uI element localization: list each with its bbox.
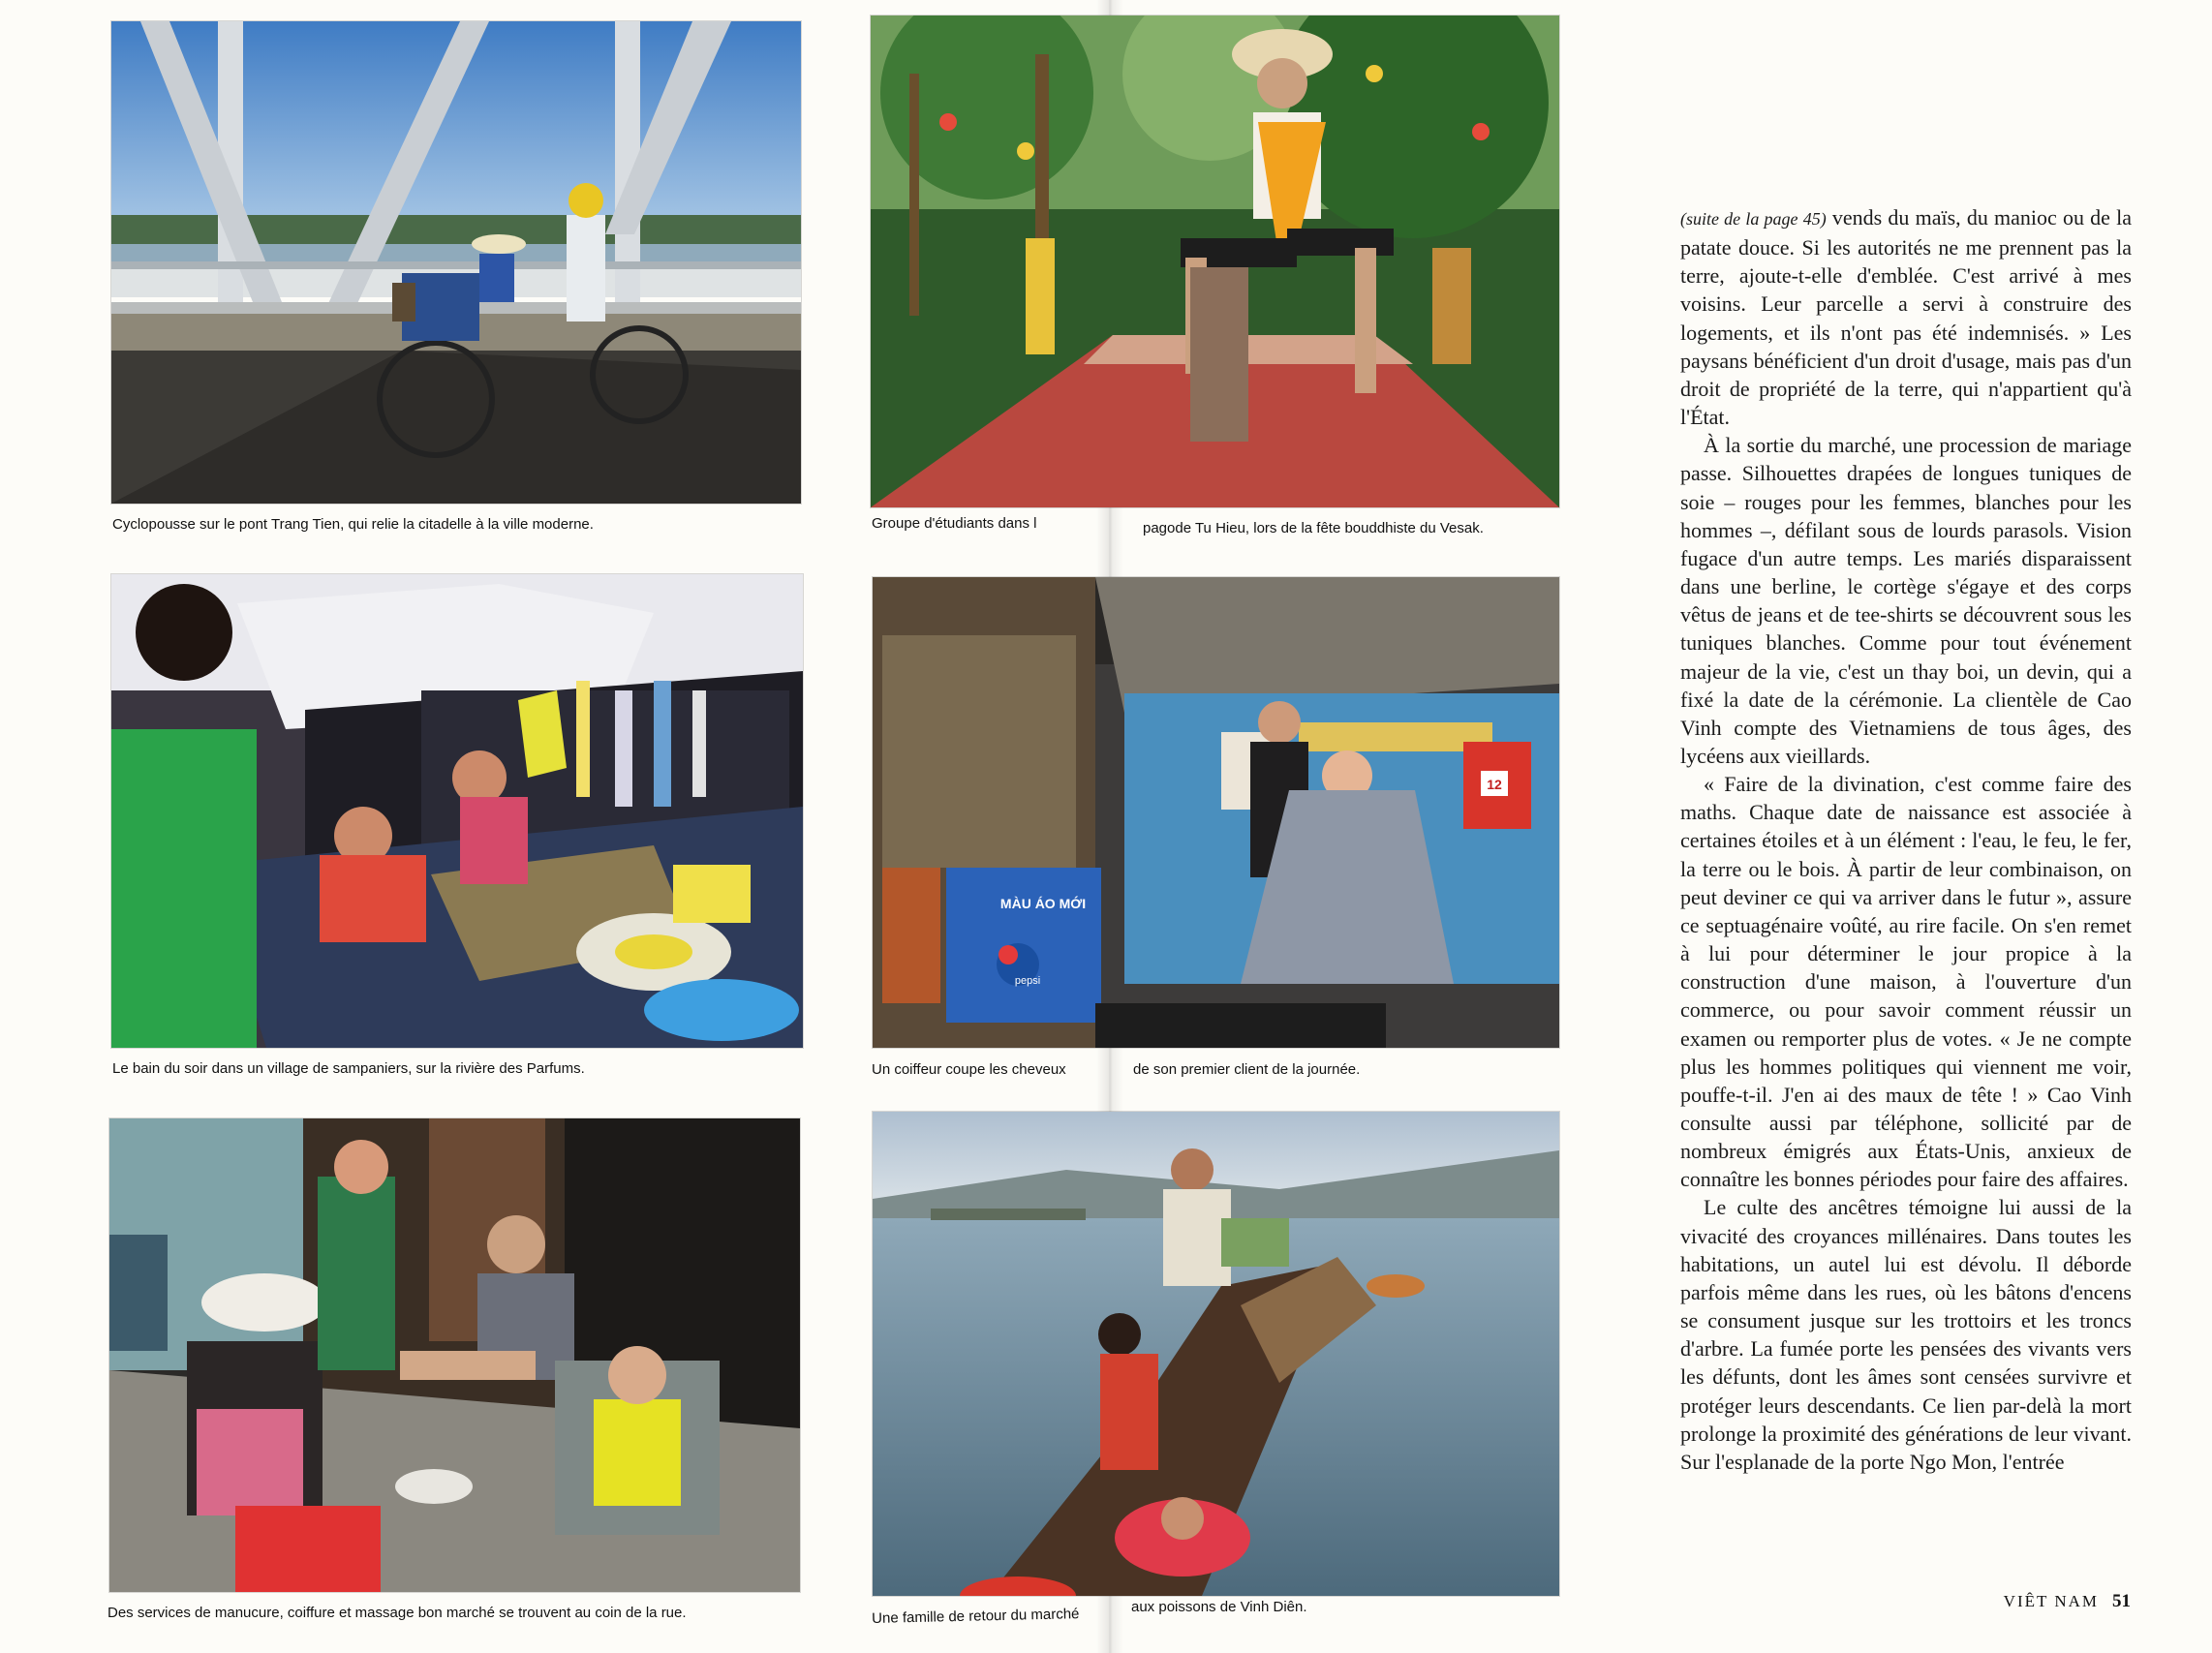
article-paragraph: À la sortie du marché, une procession de mariage passe. Silhouettes drapées de longues tuniques de soie – rouges pour les femmes, blanches pour les hommes –, défilant sous de lourds parasols. Vision fugace d'un autre temps. Les mariés disparaissent dans une berline, le cortège s'égaye et des corps vêtus de jeans et de tee-shirts se découvrent sous les tuniques blanches. Comme pour tout événement majeur de la vie, c'est un thay boi, un devin, qui a fixé la date de la cérémonie. La clientèle de Cao Vinh compte des Vietnamiens de tous âges, des lycéens aux vieillards. (1680, 433, 2132, 768)
caption-barber-left: Un coiffeur coupe les cheveux (872, 1061, 1066, 1078)
page-folio (2004, 1591, 2131, 1612)
caption-family-right: aux poissons de Vinh Diên. (1131, 1599, 1307, 1615)
photo-family-boat (873, 1112, 1559, 1596)
article-paragraph-text: vends du maïs, du manioc ou de la patate douce. Si les autorités ne me prennent pas la terre, ajoute-t-elle d'emblée. C'est arrivé à mes voisins. Leur parcelle a servi à construire des logements, et ils n'ont pas été indemnisés. » Les paysans bénéficient d'un droit d'usage, mais pas d'un droit de propriété de la terre, qui n'appartient qu'à l'État. (1680, 205, 2132, 430)
caption-bridge: Cyclopousse sur le pont Trang Tien, qui relie la citadelle à la ville moderne. (112, 516, 594, 533)
article-paragraph (1680, 203, 2132, 431)
photo-barber-shop (873, 577, 1559, 1048)
article-paragraph: « Faire de la divination, c'est comme faire des maths. Chaque date de naissance est associée à certaines étoiles et à un élément : l'eau, le feu, le fer, la terre ou le bois. À partir de leur combinaison, on peut deviner ce qui va arriver dans le futur », assure ce septuagénaire voûté, au rire facile. On s'en remet à lui pour déterminer le jour propice à la construction d'une maison, à l'ouverture d'un commerce, ou pour savoir comment réussir un examen ou remporter plus de votes. « Je ne compte plus les hommes politiques qui viennent me voir, pouffe-t-il. J'en ai des maux de tête ! » Cao Vinh consulte aussi par téléphone, sollicité par de nombreux émigrés aux États-Unis, anxieux de connaître les bonnes périodes pour faire des affaires. (1680, 772, 2132, 1192)
caption-family-left: Une famille de retour du marché (872, 1606, 1080, 1627)
pepsi-logo-text: pepsi (1014, 975, 1041, 987)
folio-section: VIÊT NAM (2003, 1592, 2099, 1610)
photo-evening-bath (111, 574, 803, 1048)
continued-from-label: (suite de la page 45) (1680, 209, 1827, 229)
page-number: 51 (2112, 1591, 2131, 1611)
photo-students-pagoda (871, 15, 1559, 507)
caption-students-left: Groupe d'étudiants dans l (872, 515, 1037, 532)
article-column (1680, 203, 2132, 1476)
photo-street-manicure (109, 1118, 800, 1592)
caption-manicure: Des services de manucure, coiffure et massage bon marché se trouvent au coin de la rue. (108, 1605, 687, 1621)
article-paragraph: Le culte des ancêtres témoigne lui aussi de la vivacité des croyances millénaires. Dans toutes les habitations, un autel lui est dévolu. Il déborde parfois même dans les rues, où les bâtons d'encens se consument jusque sur les trottoirs et les troncs d'arbre. La fumée porte les pensées des vivants vers les défunts, dont les âmes sont censées survivre et protéger leurs descendants. Ce lien par-delà la mort prolonge la proximité des générations de leur vivant. Sur l'esplanade de la porte Ngo Mon, l'entrée (1680, 1195, 2132, 1474)
caption-students-right: pagode Tu Hieu, lors de la fête bouddhiste du Vesak. (1143, 520, 1484, 536)
caption-bath: Le bain du soir dans un village de sampaniers, sur la rivière des Parfums. (112, 1060, 585, 1077)
pepsi-sign-text: MÀU ÁO MỚI (999, 896, 1087, 911)
caption-barber-right: de son premier client de la journée. (1133, 1061, 1361, 1078)
calendar-number: 12 (1487, 777, 1502, 792)
photo-bridge-cyclo (111, 21, 801, 504)
